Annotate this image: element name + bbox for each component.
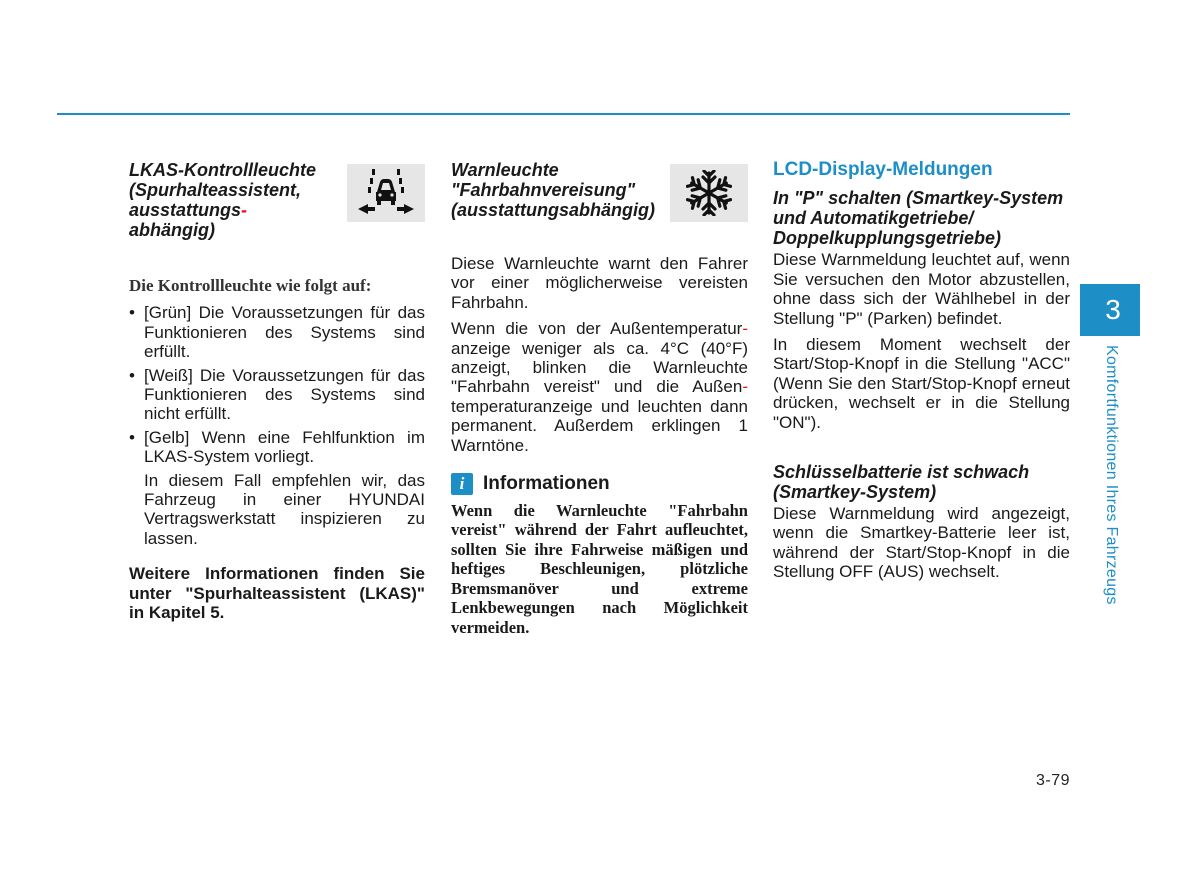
lcd-section-title: LCD-Display-Meldungen (773, 159, 993, 180)
para2-part-c: temperaturanzeige und leuchten dann permanent. Außerdem erklingen 1 Warntöne. (451, 396, 748, 455)
shift-to-p-para2: In diesem Moment wechselt der Start/Stop-Knopf in die Stellung "ACC" (Wenn Sie den Start/Stop-Knopf erneut drücken, wechselt er in die Stellung "ON"). (773, 335, 1070, 432)
ice-title-line2: "Fahrbahnvereisung" (451, 180, 636, 200)
ice-title-line3: (ausstattungsabhängig) (451, 200, 656, 220)
indicator-subheading: Die Kontrollleuchte wie folgt auf: (129, 276, 372, 295)
info-text: Wenn die Warnleuchte "Fahrbahn vereist" während der Fahrt aufleuchtet, sollten Sie ihre Fahrweise mäßigen und heftiges Beschleunigen, plötzliche Bremsmanöver und extreme Lenkbewegungen nach Möglichkeit vermeiden. (451, 501, 748, 637)
ice-warning-para1: Diese Warnleuchte warnt den Fahrer vor einer möglicherweise vereisten Fahrbahn. (451, 254, 748, 312)
para2-part-b: anzeige weniger als ca. 4°C (40°F) anzeigt, blinken die Warnleuchte "Fahrbahn vereist" und die Außen (451, 338, 748, 397)
list-item: • [Grün] Die Voraussetzungen für das Funktionieren des Systems sind erfüllt. (129, 303, 425, 361)
chapter-number: 3 (1105, 294, 1121, 325)
chapter-label: Komfortfunktionen Ihres Fahrzeugs (1103, 345, 1120, 605)
lkas-title-line3: ausstattungs (129, 200, 242, 220)
shift-to-p-para1: Diese Warnmeldung leuchtet auf, wenn Sie versuchen den Motor abzustellen, ohne dass sich der Wählhebel in der Stellung "P" (Parken) befindet. (773, 250, 1070, 328)
ice-warning-heading-block (451, 160, 748, 230)
info-icon: i (451, 473, 473, 495)
chapter-tab (1080, 284, 1140, 336)
ice-warning-para2 (451, 319, 748, 455)
lkas-title-line2: (Spurhalteassistent, (129, 180, 302, 200)
info-title: Informationen (483, 473, 610, 495)
lkas-title (129, 160, 334, 240)
snowflake-icon (670, 164, 748, 222)
header-rule (57, 113, 1070, 115)
lkas-heading-block (129, 160, 425, 240)
lkas-title-line4: abhängig) (129, 220, 215, 240)
lkas-title-line1: LKAS-Kontrollleuchte (129, 160, 316, 180)
para2-part-a: Wenn die von der Außentemperatur (451, 319, 743, 339)
ice-title-line1: Warnleuchte (451, 160, 559, 180)
info-heading (451, 473, 748, 495)
right-column (773, 160, 1070, 589)
shift-to-p-title: In "P" schalten (Smartkey-System und Automatikgetriebe/ Doppelkupplungsgetriebe) (773, 188, 1064, 249)
workshop-note: In diesem Fall empfehlen wir, das Fahrzeug in einer HYUNDAI Vertragswerkstatt inspizieren zu lassen. (144, 470, 425, 548)
key-battery-para: Diese Warnmeldung wird angezeigt, wenn die Smartkey-Batterie leer ist, während der Start/Stop-Knopf in die Stellung OFF (AUS) wechselt. (773, 504, 1070, 582)
page-number: 3-79 (1035, 772, 1070, 789)
hyphen-mark: - (742, 377, 748, 397)
hyphen-mark: - (742, 319, 748, 339)
hyphen-mark: - (241, 200, 248, 220)
left-column (129, 160, 425, 623)
lane-keeping-car-icon (347, 164, 425, 222)
list-item: • [Gelb] Wenn eine Fehlfunktion im LKAS-System vorliegt. (129, 428, 425, 467)
indicator-list (129, 303, 425, 466)
list-item: • [Weiß] Die Voraussetzungen für das Funktionieren des Systems sind nicht erfüllt. (129, 366, 425, 424)
middle-column (451, 160, 748, 637)
ice-warning-title (451, 160, 671, 220)
key-battery-title: Schlüsselbatterie ist schwach (Smartkey-System) (773, 462, 1030, 503)
further-info-reference: Weitere Informationen finden Sie unter "Spurhalteassistent (LKAS)" in Kapitel 5. (129, 564, 425, 623)
